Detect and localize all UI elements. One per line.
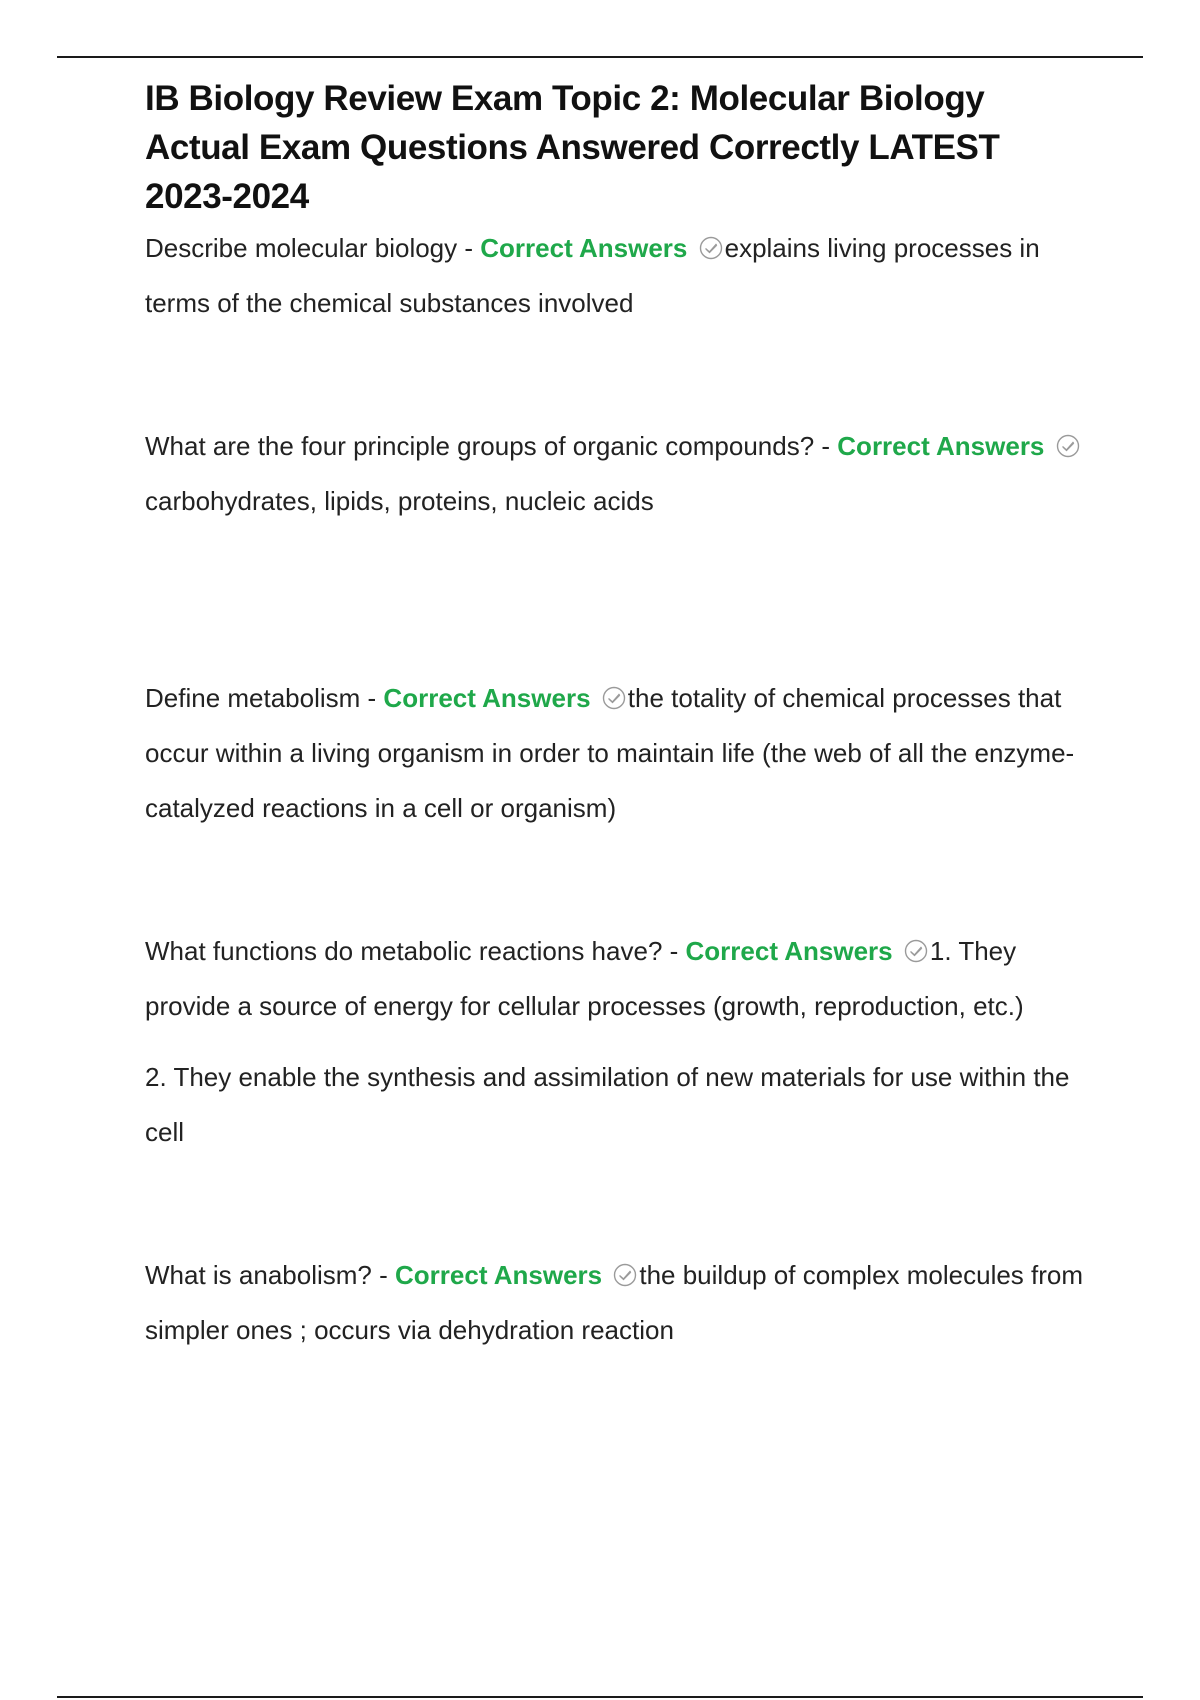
qa-item <box>145 671 1095 836</box>
separator: - <box>360 683 384 713</box>
qa-item <box>145 221 1095 331</box>
question-text: What is anabolism? <box>145 1260 372 1290</box>
check-circle-icon <box>904 939 928 963</box>
document-body <box>145 74 1095 1358</box>
qa-item <box>145 924 1095 1034</box>
check-circle-icon <box>613 1263 637 1287</box>
question-text: Define metabolism <box>145 683 361 713</box>
top-divider <box>57 56 1143 58</box>
answer-text: 1. They provide a source of energy for cellular processes (growth, reproduction, etc.) <box>145 936 1024 1021</box>
separator: - <box>457 233 481 263</box>
answer-text: the totality of chemical processes that occur within a living organism in order to maintain life (the web of all the enzyme-catalyzed reactions in a cell or organism) <box>145 683 1075 823</box>
correct-answers-label: Correct Answers <box>383 683 591 713</box>
separator: - <box>662 936 686 966</box>
bottom-divider <box>57 1696 1143 1698</box>
document-title: IB Biology Review Exam Topic 2: Molecular Biology Actual Exam Questions Answered Correctly LATEST 2023-2024 <box>145 79 1000 216</box>
question-text: What functions do metabolic reactions have? <box>145 936 663 966</box>
qa-item <box>145 419 1095 529</box>
correct-answers-label: Correct Answers <box>395 1260 603 1290</box>
answer-text: carbohydrates, lipids, proteins, nucleic acids <box>145 486 654 516</box>
question-text: What are the four principle groups of organic compounds? <box>145 431 815 461</box>
correct-answers-label: Correct Answers <box>837 431 1045 461</box>
correct-answers-label: Correct Answers <box>685 936 893 966</box>
answer-text: explains living processes in terms of the chemical substances involved <box>145 233 1040 318</box>
separator: - <box>814 431 838 461</box>
qa-item <box>145 1248 1095 1358</box>
check-circle-icon <box>699 236 723 260</box>
answer-continuation: 2. They enable the synthesis and assimilation of new materials for use within the cell <box>145 1062 1070 1147</box>
separator: - <box>371 1260 395 1290</box>
check-circle-icon <box>602 686 626 710</box>
check-circle-icon <box>1056 434 1080 458</box>
answer-text: the buildup of complex molecules from simpler ones ; occurs via dehydration reaction <box>145 1260 1084 1345</box>
correct-answers-label: Correct Answers <box>480 233 688 263</box>
question-text: Describe molecular biology <box>145 233 458 263</box>
